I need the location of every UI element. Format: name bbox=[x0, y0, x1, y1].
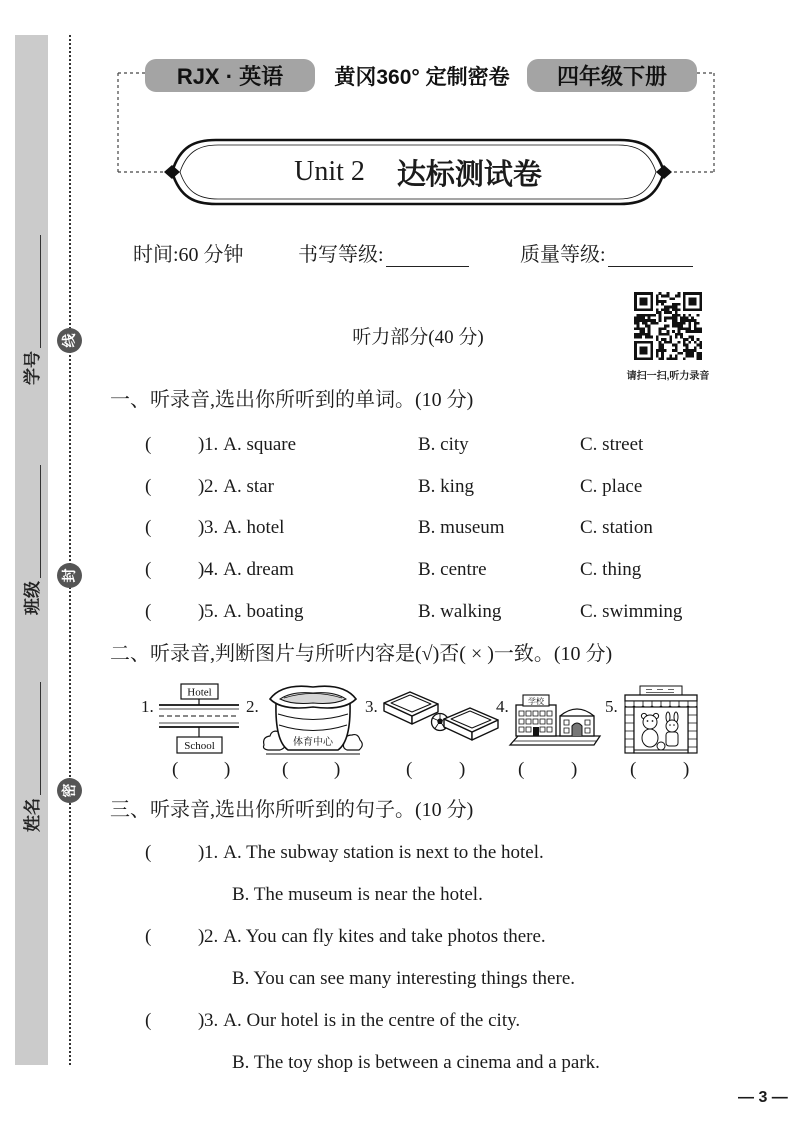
word-question-row bbox=[145, 600, 725, 624]
option-a-text: A. dream bbox=[223, 559, 294, 580]
word-question-row bbox=[145, 516, 725, 540]
question-number: 2. bbox=[204, 476, 219, 497]
hotel-school-road-picture bbox=[158, 682, 242, 756]
writing-grade-blank bbox=[386, 246, 469, 267]
answer-blank-close: ) bbox=[198, 1010, 205, 1031]
option-b: B. museum bbox=[418, 517, 505, 538]
picture-number: 5. bbox=[605, 697, 618, 716]
question-number: 2. bbox=[204, 926, 219, 947]
option-b: B. The museum is near the hotel. bbox=[232, 884, 483, 905]
seal-mark-seal: 封 bbox=[57, 563, 82, 588]
option-c: C. swimming bbox=[580, 601, 683, 622]
seal-mark-line: 线 bbox=[57, 328, 82, 353]
test-name: 达标测试卷 bbox=[396, 158, 542, 191]
answer-blank-open: ( bbox=[145, 517, 152, 538]
sports-centre-picture bbox=[262, 681, 364, 761]
picture-number: 4. bbox=[496, 697, 509, 716]
option-a bbox=[204, 600, 303, 624]
picture-number: 3. bbox=[365, 697, 378, 716]
boxes-and-ball-picture bbox=[380, 689, 500, 747]
student-id-label: 学号 bbox=[23, 351, 42, 385]
word-question-row bbox=[145, 558, 725, 582]
answer-blank-close: ) bbox=[198, 517, 205, 538]
page-number: — 3 — bbox=[738, 1089, 788, 1106]
sentence-question-row bbox=[145, 841, 725, 865]
qr-code bbox=[634, 292, 702, 360]
word-question-row bbox=[145, 433, 725, 457]
option-a bbox=[204, 1009, 520, 1033]
school-sign-text: School bbox=[184, 740, 215, 752]
unit-label: Unit 2 bbox=[294, 156, 365, 187]
answer-blank-close: ) bbox=[198, 601, 205, 622]
section2-heading: 二、听录音,判断图片与所听内容是(√)否( × )一致。(10 分) bbox=[110, 643, 613, 665]
name-blank bbox=[40, 682, 41, 795]
quality-grade-blank bbox=[608, 246, 693, 267]
name-label: 姓名 bbox=[23, 798, 42, 832]
series-title: 黄冈360° 定制密卷 bbox=[334, 65, 510, 89]
answer-blank-close: ) bbox=[459, 759, 466, 780]
option-b: B. city bbox=[418, 434, 469, 455]
answer-blank-open: ( bbox=[518, 759, 525, 780]
sentence-question-row bbox=[145, 1009, 725, 1033]
picture-number: 1. bbox=[141, 697, 154, 716]
option-a bbox=[204, 516, 284, 540]
quality-grade-label: 质量等级: bbox=[520, 244, 606, 266]
option-a-text: A. star bbox=[223, 476, 274, 497]
answer-blank-open: ( bbox=[145, 476, 152, 497]
answer-blank-open: ( bbox=[145, 559, 152, 580]
option-b: B. centre bbox=[418, 559, 487, 580]
grade-badge: 四年级下册 bbox=[527, 59, 697, 92]
option-a-text: A. The subway station is next to the hotel. bbox=[223, 842, 544, 863]
school-building-sign-text: 学校 bbox=[528, 696, 544, 706]
option-c: C. street bbox=[580, 434, 644, 455]
option-b: B. walking bbox=[418, 601, 502, 622]
option-c: C. thing bbox=[580, 559, 642, 580]
student-id-blank bbox=[40, 235, 41, 348]
option-a bbox=[204, 925, 546, 949]
option-a-text: A. boating bbox=[223, 601, 304, 622]
time-info: 时间:60 分钟 bbox=[133, 244, 244, 266]
option-a-text: A. You can fly kites and take photos there. bbox=[223, 926, 546, 947]
option-c: C. station bbox=[580, 517, 653, 538]
answer-blank-open: ( bbox=[145, 842, 152, 863]
answer-blank-close: ) bbox=[334, 759, 341, 780]
answer-blank-close: ) bbox=[198, 476, 205, 497]
picture-number: 2. bbox=[246, 697, 259, 716]
sports-centre-sign-text: 体育中心 bbox=[293, 737, 333, 748]
option-b: B. king bbox=[418, 476, 474, 497]
answer-blank-close: ) bbox=[198, 434, 205, 455]
section3-heading: 三、听录音,选出你所听到的句子。(10 分) bbox=[110, 799, 474, 821]
option-c: C. place bbox=[580, 476, 643, 497]
answer-blank-close: ) bbox=[198, 842, 205, 863]
answer-blank-close: ) bbox=[198, 926, 205, 947]
option-a bbox=[204, 841, 544, 865]
answer-blank-close: ) bbox=[224, 759, 231, 780]
option-a-text: A. square bbox=[223, 434, 297, 455]
answer-blank-open: ( bbox=[145, 926, 152, 947]
hotel-sign-text: Hotel bbox=[187, 686, 212, 699]
answer-blank-open: ( bbox=[145, 434, 152, 455]
question-number: 1. bbox=[204, 434, 219, 455]
writing-grade-label: 书写等级: bbox=[298, 244, 384, 266]
question-number: 5. bbox=[204, 601, 219, 622]
student-id-field bbox=[22, 235, 44, 385]
option-a bbox=[204, 433, 296, 457]
option-b: B. The toy shop is between a cinema and a park. bbox=[232, 1052, 600, 1073]
answer-blank-close: ) bbox=[683, 759, 690, 780]
answer-blank-open: ( bbox=[145, 601, 152, 622]
page-title bbox=[172, 150, 664, 194]
name-field bbox=[22, 682, 44, 832]
answer-blank-open: ( bbox=[145, 1010, 152, 1031]
answer-blank-open: ( bbox=[630, 759, 637, 780]
option-a-text: A. hotel bbox=[223, 517, 285, 538]
toy-shop-picture bbox=[622, 685, 700, 755]
option-b: B. You can see many interesting things there. bbox=[232, 968, 576, 989]
writing-grade-field bbox=[298, 243, 469, 267]
answer-blank-close: ) bbox=[198, 559, 205, 580]
sentence-question-row bbox=[145, 925, 725, 949]
class-blank bbox=[40, 465, 41, 578]
answer-blank-open: ( bbox=[406, 759, 413, 780]
subject-badge: RJX · 英语 bbox=[145, 59, 315, 92]
quality-grade-field bbox=[520, 243, 693, 267]
school-building-picture bbox=[508, 688, 602, 752]
class-field bbox=[22, 465, 44, 615]
word-question-row bbox=[145, 475, 725, 499]
option-a bbox=[204, 558, 294, 582]
question-number: 1. bbox=[204, 842, 219, 863]
option-a bbox=[204, 475, 274, 499]
question-number: 3. bbox=[204, 517, 219, 538]
answer-blank-close: ) bbox=[571, 759, 578, 780]
seal-mark-secret: 密 bbox=[57, 778, 82, 803]
answer-blank-open: ( bbox=[172, 759, 179, 780]
listening-part-title: 听力部分(40 分) bbox=[352, 327, 484, 348]
section1-heading: 一、听录音,选出你所听到的单词。(10 分) bbox=[110, 389, 474, 411]
answer-blank-open: ( bbox=[282, 759, 289, 780]
class-label: 班级 bbox=[23, 581, 42, 615]
option-a-text: A. Our hotel is in the centre of the city. bbox=[223, 1010, 521, 1031]
qr-caption: 请扫一扫,听力录音 bbox=[626, 371, 710, 382]
question-number: 4. bbox=[204, 559, 219, 580]
question-number: 3. bbox=[204, 1010, 219, 1031]
